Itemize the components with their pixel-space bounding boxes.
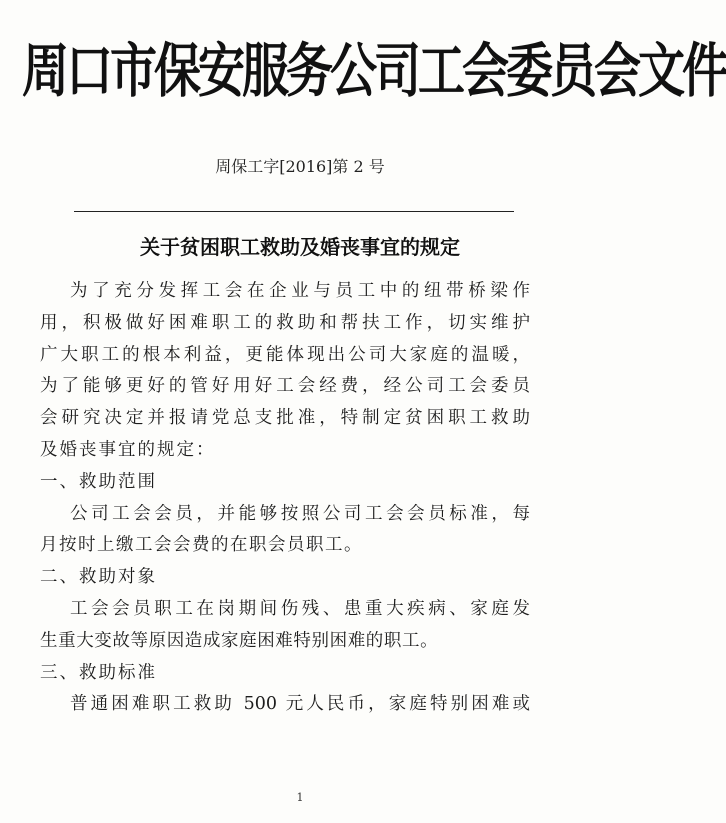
body-line: 及婚丧事宜的规定： — [40, 439, 216, 460]
body-line: 会研究决定并报请党总支批准，特制定贫困职工救助 — [40, 408, 530, 429]
header-divider — [74, 211, 514, 212]
body-line: 生重大变故等原因造成家庭困难特别困难的职工。 — [40, 630, 439, 651]
document-number: 周保工字[2016]第 2 号 — [215, 157, 385, 176]
body-line: 月按时上缴工会会费的在职会员职工。 — [40, 535, 363, 556]
body-line: 公司工会会员，并能够按照公司工会会员标准，每 — [70, 503, 530, 524]
body-line: 普通困难职工救助 500 元人民币，家庭特别困难或 — [70, 694, 530, 715]
section-heading: 二、救助对象 — [40, 567, 157, 588]
section-heading: 一、救助范围 — [40, 471, 157, 492]
document-title: 关于贫困职工救助及婚丧事宜的规定 — [140, 235, 460, 259]
page-number: 1 — [296, 791, 304, 804]
body-line: 为了充分发挥工会在企业与员工中的纽带桥梁作 — [70, 281, 530, 301]
body-line: 用，积极做好困难职工的救助和帮扶工作，切实维护 — [40, 312, 530, 333]
body-line: 为了能够更好的管好用好工会经费，经公司工会委员 — [40, 376, 530, 397]
section-heading: 三、救助标准 — [40, 662, 157, 683]
body-line: 工会会员职工在岗期间伤残、患重大疾病、家庭发 — [70, 598, 530, 619]
document-body — [40, 276, 530, 721]
body-line: 广大职工的根本利益，更能体现出公司大家庭的温暖， — [40, 344, 530, 365]
red-header-title: 周口市保安服务公司工会委员会文件 — [22, 37, 726, 106]
